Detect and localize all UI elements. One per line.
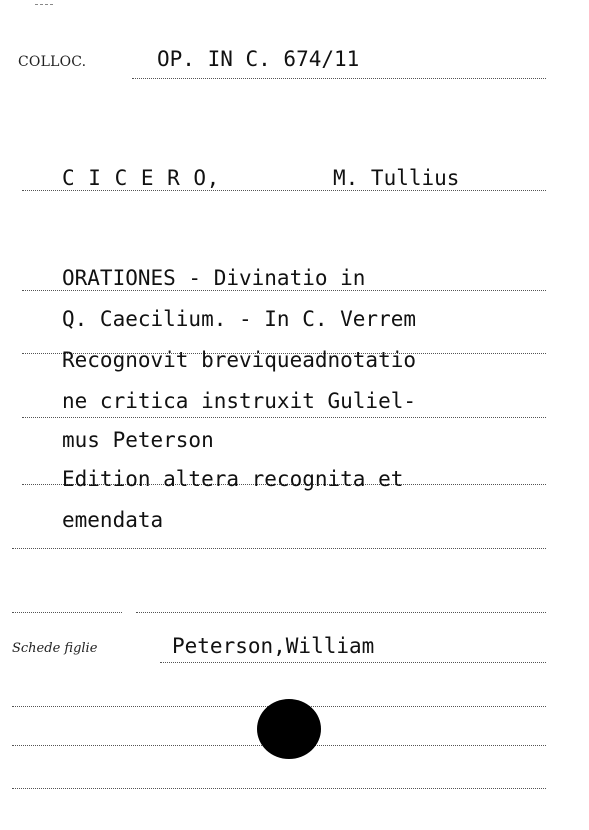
colloc-label: COLLOC. — [18, 54, 87, 70]
blank-rule-right — [136, 612, 546, 613]
author-surname: C I C E R O, — [62, 166, 220, 190]
author-given-name: M. Tullius — [333, 166, 460, 190]
title-line: Edition altera recognita et — [62, 467, 404, 491]
title-line: emendata — [62, 508, 164, 532]
blank-rule-left — [12, 612, 122, 613]
schede-rule — [160, 662, 546, 663]
punch-hole — [257, 699, 321, 759]
author-rule — [22, 190, 546, 191]
title-block — [62, 258, 416, 541]
title-line: Q. Caecilium. - In C. Verrem — [62, 307, 417, 331]
top-edge-mark — [35, 4, 53, 5]
schede-figlie-value: Peterson,William — [172, 634, 375, 658]
colloc-rule — [132, 78, 546, 79]
title-line: mus Peterson — [62, 428, 214, 452]
title-line: Recognovit breviqueadnotatio — [62, 348, 417, 372]
shelfmark: OP. IN C. 674/11 — [157, 47, 360, 71]
title-rule-5 — [12, 548, 546, 549]
title-line: ne critica instruxit Guliel- — [62, 389, 417, 413]
title-line: ORATIONES - Divinatio in — [62, 266, 366, 290]
bottom-rule-3 — [12, 788, 546, 789]
schede-figlie-label: Schede figlie — [12, 641, 98, 656]
